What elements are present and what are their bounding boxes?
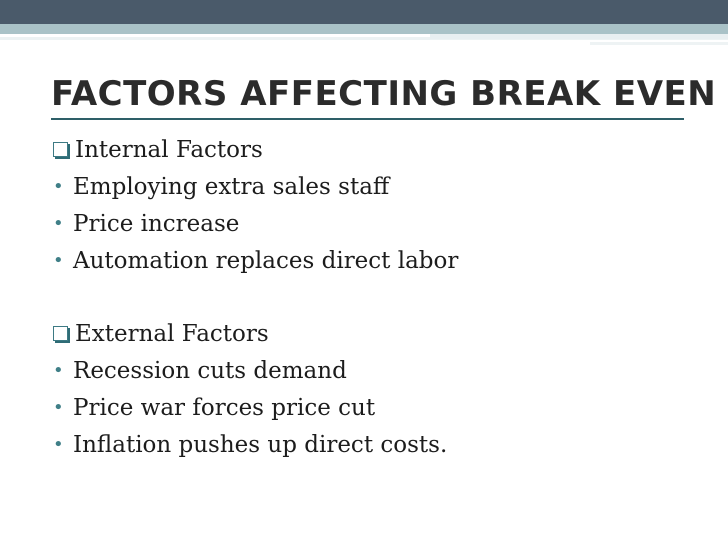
checkbox-icon [53, 142, 68, 157]
section-heading-external [53, 315, 458, 352]
list-item-text: Employing extra sales staff [73, 173, 390, 200]
list-item [53, 352, 458, 389]
section-heading-label: External Factors [75, 320, 269, 347]
checkbox-icon [53, 326, 68, 341]
list-item-text: Automation replaces direct labor [73, 247, 459, 274]
content-list [53, 131, 458, 463]
header-band [0, 0, 728, 24]
section-heading-internal [53, 131, 458, 168]
bullet-icon: • [53, 250, 64, 271]
decorative-stripe [590, 42, 728, 45]
list-item [53, 168, 458, 205]
list-item-text: Recession cuts demand [73, 357, 347, 384]
list-item-text: Price war forces price cut [73, 394, 376, 421]
decorative-stripe [430, 34, 728, 39]
list-item-text: Inflation pushes up direct costs. [73, 431, 448, 458]
bullet-icon: • [53, 213, 64, 234]
list-item [53, 389, 458, 426]
bullet-icon: • [53, 360, 64, 381]
list-item [53, 426, 458, 463]
list-item [53, 205, 458, 242]
accent-band [0, 24, 728, 34]
list-item [53, 242, 458, 279]
section-heading-label: Internal Factors [75, 136, 263, 163]
title-underline [51, 118, 684, 120]
list-item-text: Price increase [73, 210, 240, 237]
bullet-icon: • [53, 434, 64, 455]
slide-title: FACTORS AFFECTING BREAK EVEN [51, 74, 717, 114]
bullet-icon: • [53, 397, 64, 418]
bullet-icon: • [53, 176, 64, 197]
